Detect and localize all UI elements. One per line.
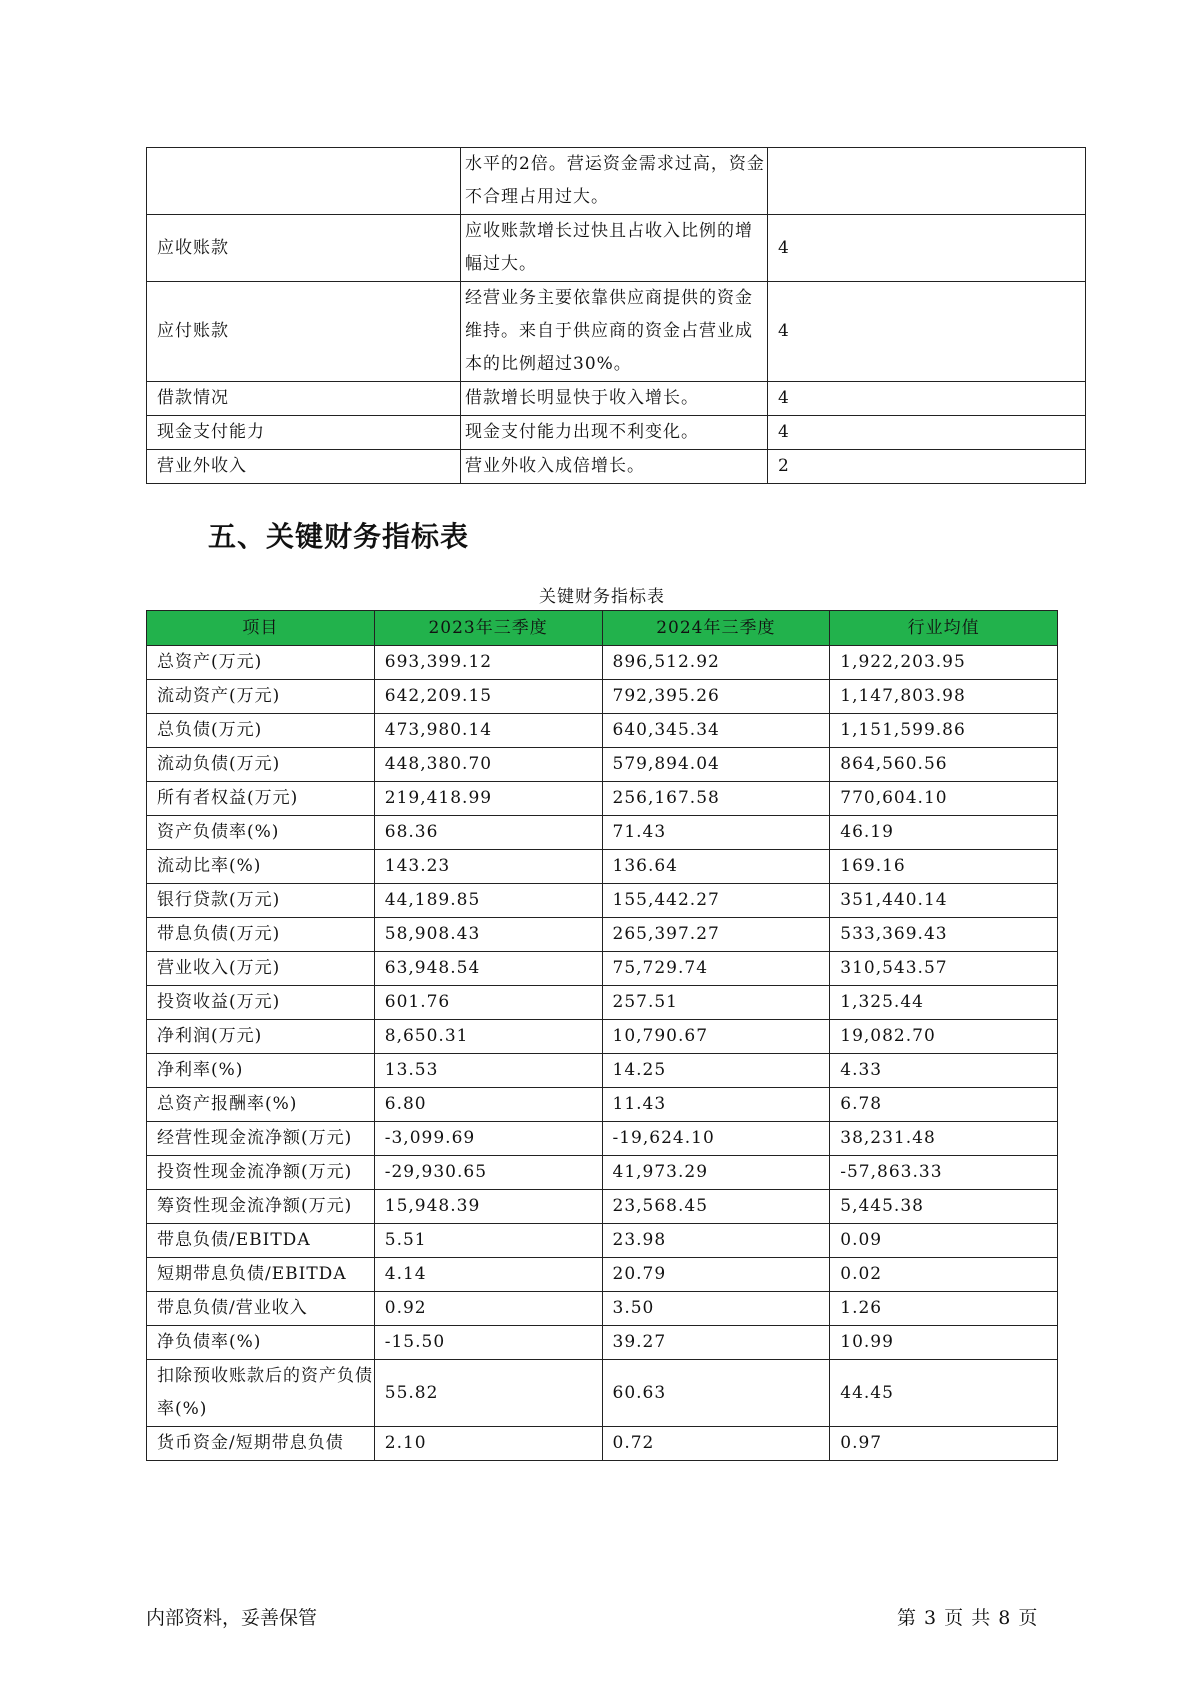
- value-2023q3-cell: 2.10: [374, 1427, 602, 1461]
- industry-average-cell: 0.02: [830, 1258, 1058, 1292]
- risk-row: [147, 416, 1086, 450]
- value-2024q3-cell: 71.43: [602, 816, 830, 850]
- risk-score-cell: [768, 148, 1086, 215]
- industry-average-cell: 169.16: [830, 850, 1058, 884]
- value-2023q3-cell: 13.53: [374, 1054, 602, 1088]
- footer-confidential-note: 内部资料，妥善保管: [146, 1607, 318, 1629]
- value-2024q3-cell: 155,442.27: [602, 884, 830, 918]
- risk-row: [147, 450, 1086, 484]
- value-2024q3-cell: -19,624.10: [602, 1122, 830, 1156]
- value-2023q3-cell: 68.36: [374, 816, 602, 850]
- industry-average-cell: 1,147,803.98: [830, 680, 1058, 714]
- table-row: [147, 782, 1058, 816]
- table-header-row: [147, 611, 1058, 646]
- indicator-name-cell: 经营性现金流净额(万元): [147, 1122, 375, 1156]
- industry-average-cell: 0.97: [830, 1427, 1058, 1461]
- table-row: [147, 1190, 1058, 1224]
- table-caption: 关键财务指标表: [539, 587, 665, 607]
- value-2024q3-cell: 10,790.67: [602, 1020, 830, 1054]
- industry-average-cell: 0.09: [830, 1224, 1058, 1258]
- risk-description-cell: 经营业务主要依靠供应商提供的资金维持。来自于供应商的资金占营业成本的比例超过30%。: [461, 282, 768, 382]
- value-2024q3-cell: 60.63: [602, 1360, 830, 1427]
- industry-average-cell: 4.33: [830, 1054, 1058, 1088]
- industry-average-cell: 770,604.10: [830, 782, 1058, 816]
- table-row: [147, 1427, 1058, 1461]
- value-2024q3-cell: 792,395.26: [602, 680, 830, 714]
- table-row: [147, 1054, 1058, 1088]
- indicator-name-cell: 总负债(万元): [147, 714, 375, 748]
- value-2023q3-cell: 4.14: [374, 1258, 602, 1292]
- value-2023q3-cell: 143.23: [374, 850, 602, 884]
- risk-row: [147, 382, 1086, 416]
- risk-description-cell: 水平的2倍。营运资金需求过高，资金不合理占用过大。: [461, 148, 768, 215]
- table-row: [147, 1020, 1058, 1054]
- industry-average-cell: 5,445.38: [830, 1190, 1058, 1224]
- value-2023q3-cell: -15.50: [374, 1326, 602, 1360]
- industry-average-cell: 351,440.14: [830, 884, 1058, 918]
- value-2023q3-cell: 55.82: [374, 1360, 602, 1427]
- value-2023q3-cell: 63,948.54: [374, 952, 602, 986]
- industry-average-cell: 1,922,203.95: [830, 646, 1058, 680]
- industry-average-cell: 6.78: [830, 1088, 1058, 1122]
- value-2023q3-cell: 44,189.85: [374, 884, 602, 918]
- value-2024q3-cell: 640,345.34: [602, 714, 830, 748]
- industry-average-cell: -57,863.33: [830, 1156, 1058, 1190]
- industry-average-cell: 1,151,599.86: [830, 714, 1058, 748]
- indicator-name-cell: 短期带息负债/EBITDA: [147, 1258, 375, 1292]
- indicator-name-cell: 营业收入(万元): [147, 952, 375, 986]
- industry-average-cell: 864,560.56: [830, 748, 1058, 782]
- table-row: [147, 986, 1058, 1020]
- indicator-name-cell: 净负债率(%): [147, 1326, 375, 1360]
- indicator-name-cell: 总资产(万元): [147, 646, 375, 680]
- indicator-name-cell: 净利润(万元): [147, 1020, 375, 1054]
- indicator-name-cell: 扣除预收账款后的资产负债率(%): [147, 1360, 375, 1427]
- table-row: [147, 1088, 1058, 1122]
- value-2024q3-cell: 136.64: [602, 850, 830, 884]
- industry-average-cell: 310,543.57: [830, 952, 1058, 986]
- industry-average-cell: 19,082.70: [830, 1020, 1058, 1054]
- indicator-name-cell: 货币资金/短期带息负债: [147, 1427, 375, 1461]
- key-financial-indicators-body: [147, 646, 1058, 1461]
- value-2023q3-cell: 15,948.39: [374, 1190, 602, 1224]
- value-2023q3-cell: -3,099.69: [374, 1122, 602, 1156]
- risk-description-cell: 现金支付能力出现不利变化。: [461, 416, 768, 450]
- value-2024q3-cell: 75,729.74: [602, 952, 830, 986]
- risk-row: [147, 282, 1086, 382]
- indicator-name-cell: 银行贷款(万元): [147, 884, 375, 918]
- risk-score-cell: 2: [768, 450, 1086, 484]
- header-cell-2023q3: 2023年三季度: [374, 611, 602, 646]
- value-2023q3-cell: 448,380.70: [374, 748, 602, 782]
- industry-average-cell: 46.19: [830, 816, 1058, 850]
- industry-average-cell: 1,325.44: [830, 986, 1058, 1020]
- value-2024q3-cell: 41,973.29: [602, 1156, 830, 1190]
- risk-description-cell: 营业外收入成倍增长。: [461, 450, 768, 484]
- value-2024q3-cell: 256,167.58: [602, 782, 830, 816]
- header-cell-2024q3: 2024年三季度: [602, 611, 830, 646]
- risk-factor-table-body: [147, 148, 1086, 484]
- risk-item-cell: 应付账款: [147, 282, 461, 382]
- value-2023q3-cell: 601.76: [374, 986, 602, 1020]
- table-row: [147, 850, 1058, 884]
- table-row: [147, 1122, 1058, 1156]
- risk-row: [147, 215, 1086, 282]
- table-row: [147, 816, 1058, 850]
- table-row: [147, 1224, 1058, 1258]
- indicator-name-cell: 净利率(%): [147, 1054, 375, 1088]
- indicator-name-cell: 流动负债(万元): [147, 748, 375, 782]
- value-2024q3-cell: 23.98: [602, 1224, 830, 1258]
- risk-factor-table: [146, 147, 1086, 484]
- industry-average-cell: 44.45: [830, 1360, 1058, 1427]
- risk-row: [147, 148, 1086, 215]
- indicator-name-cell: 流动比率(%): [147, 850, 375, 884]
- value-2024q3-cell: 20.79: [602, 1258, 830, 1292]
- indicator-name-cell: 带息负债/营业收入: [147, 1292, 375, 1326]
- table-row: [147, 646, 1058, 680]
- indicator-name-cell: 筹资性现金流净额(万元): [147, 1190, 375, 1224]
- indicator-name-cell: 带息负债(万元): [147, 918, 375, 952]
- table-row: [147, 1326, 1058, 1360]
- value-2024q3-cell: 11.43: [602, 1088, 830, 1122]
- footer-page-number: 第 3 页 共 8 页: [897, 1607, 1038, 1629]
- risk-score-cell: 4: [768, 382, 1086, 416]
- value-2023q3-cell: 0.92: [374, 1292, 602, 1326]
- indicator-name-cell: 带息负债/EBITDA: [147, 1224, 375, 1258]
- risk-score-cell: 4: [768, 416, 1086, 450]
- indicator-name-cell: 资产负债率(%): [147, 816, 375, 850]
- risk-item-cell: 营业外收入: [147, 450, 461, 484]
- risk-item-cell: 应收账款: [147, 215, 461, 282]
- risk-score-cell: 4: [768, 215, 1086, 282]
- value-2023q3-cell: 6.80: [374, 1088, 602, 1122]
- indicator-name-cell: 总资产报酬率(%): [147, 1088, 375, 1122]
- value-2024q3-cell: 257.51: [602, 986, 830, 1020]
- table-row: [147, 952, 1058, 986]
- risk-description-cell: 应收账款增长过快且占收入比例的增幅过大。: [461, 215, 768, 282]
- industry-average-cell: 10.99: [830, 1326, 1058, 1360]
- table-row: [147, 1156, 1058, 1190]
- indicator-name-cell: 投资性现金流净额(万元): [147, 1156, 375, 1190]
- indicator-name-cell: 流动资产(万元): [147, 680, 375, 714]
- value-2023q3-cell: 693,399.12: [374, 646, 602, 680]
- value-2024q3-cell: 265,397.27: [602, 918, 830, 952]
- key-financial-indicators-table: [146, 610, 1058, 1461]
- value-2024q3-cell: 579,894.04: [602, 748, 830, 782]
- industry-average-cell: 38,231.48: [830, 1122, 1058, 1156]
- value-2023q3-cell: 642,209.15: [374, 680, 602, 714]
- table-row: [147, 714, 1058, 748]
- value-2023q3-cell: 5.51: [374, 1224, 602, 1258]
- section-heading: 五、关键财务指标表: [208, 520, 470, 553]
- industry-average-cell: 533,369.43: [830, 918, 1058, 952]
- table-row: [147, 680, 1058, 714]
- value-2024q3-cell: 39.27: [602, 1326, 830, 1360]
- value-2023q3-cell: 473,980.14: [374, 714, 602, 748]
- indicator-name-cell: 投资收益(万元): [147, 986, 375, 1020]
- value-2024q3-cell: 14.25: [602, 1054, 830, 1088]
- table-row: [147, 748, 1058, 782]
- risk-item-cell: [147, 148, 461, 215]
- value-2023q3-cell: -29,930.65: [374, 1156, 602, 1190]
- value-2024q3-cell: 3.50: [602, 1292, 830, 1326]
- table-row: [147, 1360, 1058, 1427]
- value-2024q3-cell: 0.72: [602, 1427, 830, 1461]
- value-2024q3-cell: 896,512.92: [602, 646, 830, 680]
- table-row: [147, 884, 1058, 918]
- industry-average-cell: 1.26: [830, 1292, 1058, 1326]
- value-2023q3-cell: 58,908.43: [374, 918, 602, 952]
- risk-score-cell: 4: [768, 282, 1086, 382]
- value-2023q3-cell: 8,650.31: [374, 1020, 602, 1054]
- value-2023q3-cell: 219,418.99: [374, 782, 602, 816]
- table-row: [147, 918, 1058, 952]
- risk-item-cell: 现金支付能力: [147, 416, 461, 450]
- value-2024q3-cell: 23,568.45: [602, 1190, 830, 1224]
- table-row: [147, 1292, 1058, 1326]
- risk-description-cell: 借款增长明显快于收入增长。: [461, 382, 768, 416]
- table-row: [147, 1258, 1058, 1292]
- indicator-name-cell: 所有者权益(万元): [147, 782, 375, 816]
- risk-item-cell: 借款情况: [147, 382, 461, 416]
- header-cell-item: 项目: [147, 611, 375, 646]
- header-cell-industry-average: 行业均值: [830, 611, 1058, 646]
